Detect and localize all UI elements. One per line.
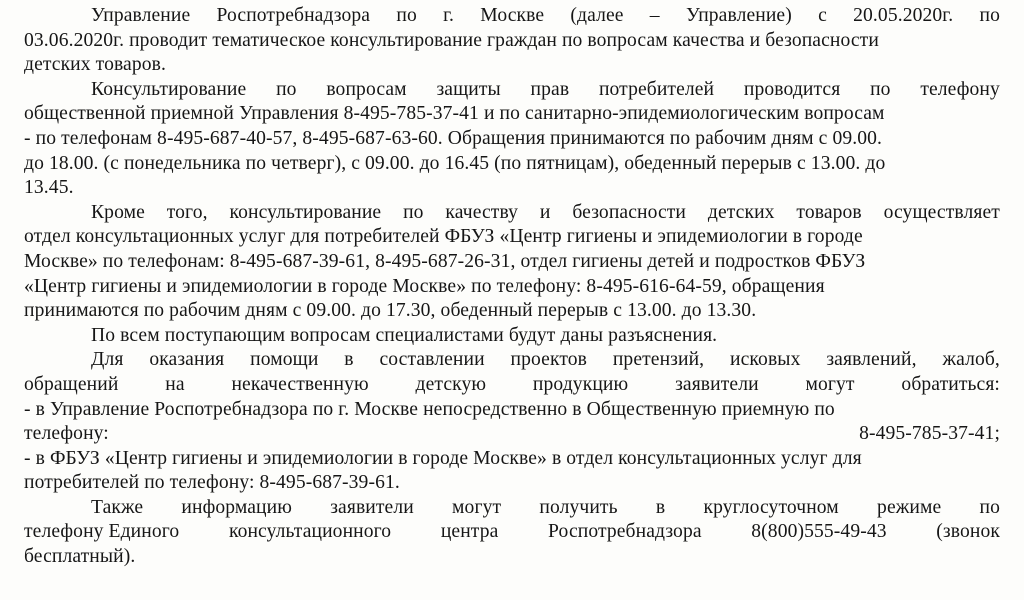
- word: составлении: [379, 349, 485, 371]
- text-line: потребителей по телефону: 8-495-687-39-61.: [24, 472, 400, 494]
- paragraph-consumer-rights-phones: [24, 78, 1000, 201]
- word: телефону: [920, 78, 1000, 100]
- text-line: 03.06.2020г. проводит тематическое консультирование граждан по вопросам качества и безопасности: [24, 29, 879, 51]
- word: претензий,: [612, 349, 705, 371]
- word: исковых: [730, 349, 801, 371]
- word: проектов: [510, 349, 587, 371]
- word: оказания: [149, 349, 225, 371]
- text-line: общественной приемной Управления 8-495-785-37-41 и по санитарно-эпидемиологическим вопросам: [24, 103, 885, 125]
- word: (далее: [570, 5, 624, 26]
- phone-number: 8-495-785-37-41;: [859, 423, 1000, 445]
- word: Роспотребнадзора: [548, 521, 702, 543]
- text-line: детских товаров.: [24, 54, 166, 76]
- text-line: бесплатный).: [24, 546, 136, 568]
- word: на: [165, 373, 185, 395]
- text-line: - в ФБУЗ «Центр гигиены и эпидемиологии в городе Москве» в отдел консультационных услуг для: [24, 447, 862, 469]
- word: Роспотребнадзора: [216, 5, 371, 26]
- text-line: По всем поступающим вопросам специалистами будут даны разъяснения.: [91, 324, 718, 346]
- word: по: [979, 5, 1000, 26]
- word: детскую: [415, 373, 487, 395]
- word: некачественную: [231, 373, 369, 395]
- text-line: 13.45.: [24, 177, 74, 199]
- word: по: [396, 5, 417, 26]
- word: 20.05.2020г.: [853, 5, 954, 26]
- text-line: [24, 201, 1000, 226]
- paragraph-hotline: [24, 496, 1000, 570]
- word: обращений: [24, 373, 119, 395]
- word: консультирование: [229, 201, 382, 223]
- paragraph-clarifications: [24, 324, 1000, 349]
- word: центра: [440, 521, 499, 543]
- word: могут: [452, 496, 502, 518]
- paragraph-consultation-period: [24, 4, 1000, 78]
- word: информацию: [181, 496, 292, 518]
- text-line: до 18.00. (с понедельника по четверг), с 09.00. до 16.45 (по пятницам), обеденный перерыв с 13.00. до: [24, 152, 886, 174]
- word: безопасности: [572, 201, 687, 223]
- word: Кроме: [91, 201, 145, 223]
- word: по: [403, 201, 424, 223]
- word: жалоб,: [942, 349, 1000, 371]
- word: заявлений,: [826, 349, 917, 371]
- word: телефону Единого: [24, 521, 180, 543]
- word: по: [979, 496, 1000, 518]
- word: вопросам: [326, 78, 407, 100]
- word: заявители: [675, 373, 759, 395]
- text-line: [24, 422, 1000, 447]
- word: прав: [530, 78, 570, 100]
- word: по: [870, 78, 891, 100]
- word: –: [649, 5, 660, 26]
- word: г.: [443, 5, 455, 26]
- text-line: [24, 78, 1000, 103]
- text-line: отдел консультационных услуг для потребителей ФБУЗ «Центр гигиены и эпидемиологии в городе: [24, 226, 863, 248]
- word: могут: [805, 373, 855, 395]
- word: (звонок: [936, 521, 1000, 543]
- text-line: [24, 4, 1000, 29]
- word: детских: [707, 201, 775, 223]
- word: защиты: [436, 78, 501, 100]
- word: осуществляет: [883, 201, 1000, 223]
- word: Консультирование: [91, 78, 247, 100]
- paragraph-fbuz-consultation: [24, 201, 1000, 324]
- word: телефону:: [24, 423, 109, 445]
- text-line: [24, 496, 1000, 521]
- phone-number: 8(800)555-49-43: [751, 521, 887, 543]
- word: заявители: [330, 496, 414, 518]
- word: того,: [166, 201, 208, 223]
- word: круглосуточном: [703, 496, 839, 518]
- text-line: - в Управление Роспотребнадзора по г. Москве непосредственно в Общественную приемную по: [24, 398, 835, 420]
- word: проводится: [743, 78, 841, 100]
- word: режиме: [877, 496, 942, 518]
- word: в: [344, 349, 354, 371]
- text-line: [24, 348, 1000, 373]
- word: качеству: [445, 201, 519, 223]
- text-line: «Центр гигиены и эпидемиологии в городе Москве» по телефону: 8-495-616-64-59, обращения: [24, 275, 825, 297]
- word: потребителей: [598, 78, 715, 100]
- paragraph-claims-assistance: [24, 348, 1000, 496]
- word: консультационного: [228, 521, 392, 543]
- text-line: [24, 520, 1000, 545]
- word: и: [539, 201, 551, 223]
- word: помощи: [250, 349, 319, 371]
- word: по: [276, 78, 297, 100]
- word: Управление): [685, 5, 792, 26]
- word: товаров: [796, 201, 862, 223]
- text-line: - по телефонам 8-495-687-40-57, 8-495-687-63-60. Обращения принимаются по рабочим дням с 09.00.: [24, 127, 883, 149]
- word: продукцию: [532, 373, 629, 395]
- text-line: [24, 373, 1000, 398]
- word: Также: [91, 496, 144, 518]
- word: Для: [91, 349, 124, 371]
- word: с: [818, 5, 827, 26]
- word: в: [655, 496, 666, 518]
- word: Управление: [91, 5, 191, 26]
- word: получить: [539, 496, 618, 518]
- text-line: Москве» по телефонам: 8-495-687-39-61, 8-495-687-26-31, отдел гигиены детей и подростков ФБУЗ: [24, 250, 866, 272]
- text-line: принимаются по рабочим дням с 09.00. до 17.30, обеденный перерыв с 13.00. до 13.30.: [24, 300, 757, 322]
- word: обратиться:: [901, 373, 1000, 395]
- word: Москве: [480, 5, 545, 26]
